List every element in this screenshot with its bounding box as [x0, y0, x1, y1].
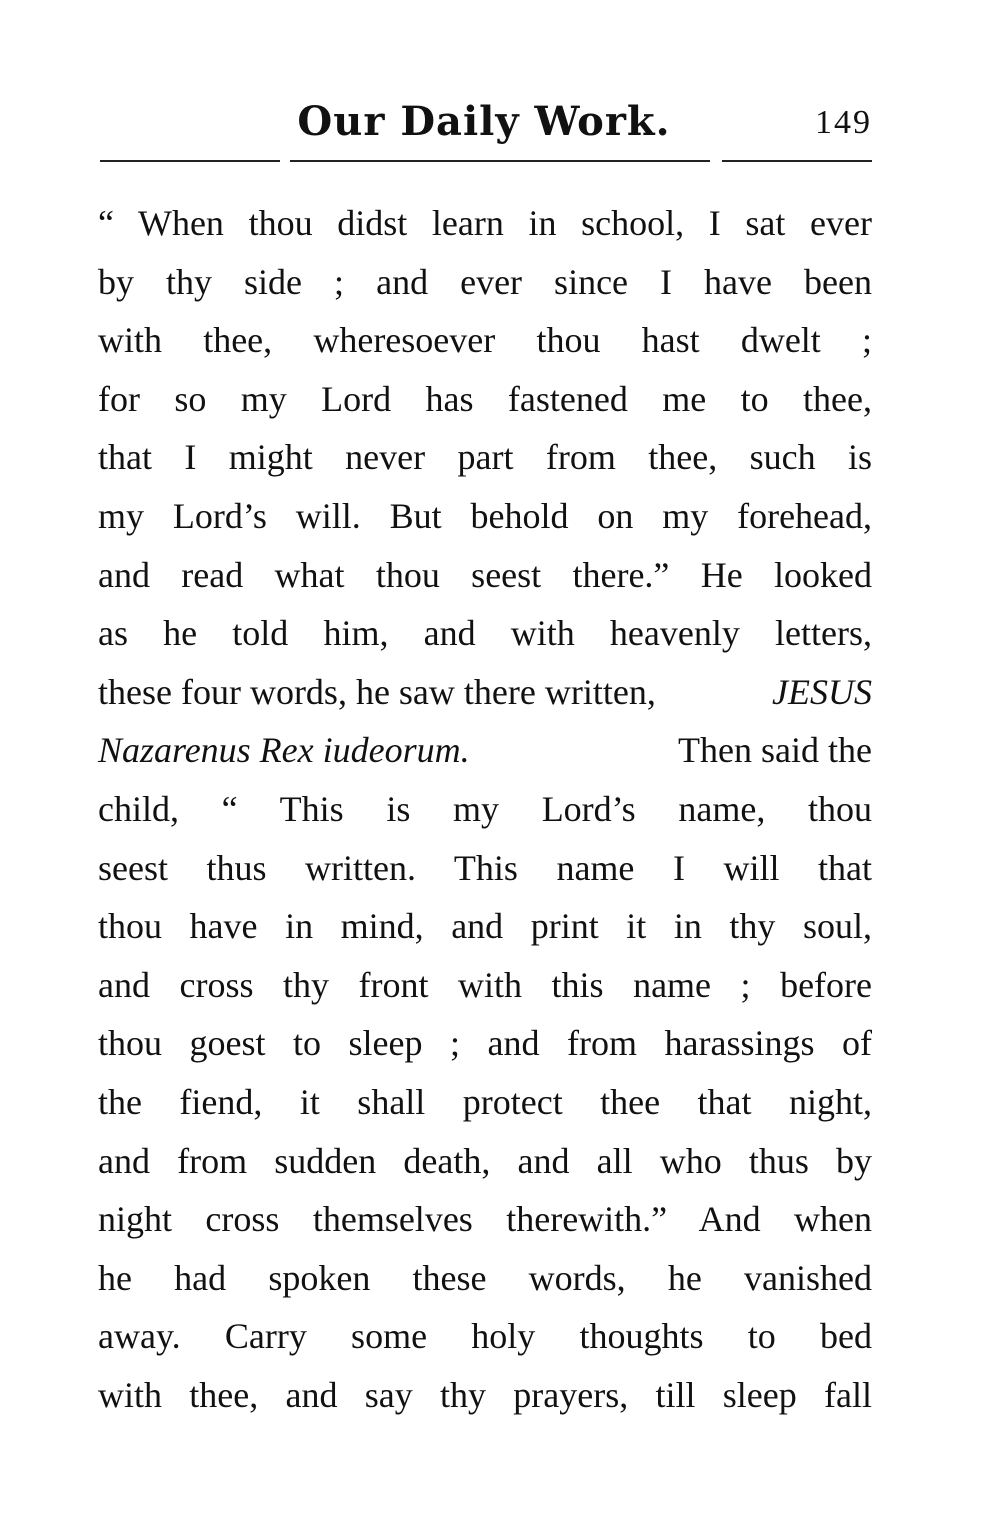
text-line: thou have in mind, and print it in thy soul, [98, 906, 872, 947]
header-rule-center [290, 160, 710, 162]
text-line: night cross themselves therewith.” And when [98, 1199, 872, 1240]
text-line: “ When thou didst learn in school, I sat ever [98, 203, 872, 243]
text-line: the fiend, it shall protect thee that night, [98, 1081, 872, 1122]
italic-segment: Nazarenus Rex iudeorum. [98, 730, 470, 771]
running-head [96, 92, 872, 152]
text-line: that I might never part from thee, such is [98, 437, 872, 478]
text-line: away. Carry some holy thoughts to bed [98, 1316, 872, 1357]
italic-segment: JESUS [772, 671, 872, 712]
text-line: my Lord’s will. But behold on my forehead, [98, 495, 872, 536]
text-line [98, 663, 872, 722]
body-text [98, 194, 872, 1424]
running-title: Our Daily Work. [297, 98, 671, 145]
text-line: for so my Lord has fastened me to thee, [98, 378, 872, 419]
text-line: thou goest to sleep ; and from harassings of [98, 1023, 872, 1064]
text-line [98, 721, 872, 780]
text-line: as he told him, and with heavenly letters, [98, 613, 872, 654]
header-rule-left [100, 160, 280, 162]
text-line: with thee, wheresoever thou hast dwelt ; [98, 320, 872, 361]
text-line: and read what thou seest there.” He looked [98, 554, 872, 595]
text-line: seest thus written. This name I will that [98, 847, 872, 888]
text-line: by thy side ; and ever since I have been [98, 261, 872, 302]
text-segment: these four words, he saw there written, [98, 671, 656, 712]
header-rule-right [722, 160, 872, 162]
text-segment: Then said the [678, 730, 872, 771]
text-line: with thee, and say thy prayers, till sleep fall [98, 1374, 872, 1415]
text-line: and cross thy front with this name ; before [98, 964, 872, 1005]
page-number: 149 [815, 104, 872, 141]
text-line: and from sudden death, and all who thus by [98, 1140, 872, 1181]
text-line: he had spoken these words, he vanished [98, 1257, 872, 1298]
text-line: child, “ This is my Lord’s name, thou [98, 788, 872, 829]
